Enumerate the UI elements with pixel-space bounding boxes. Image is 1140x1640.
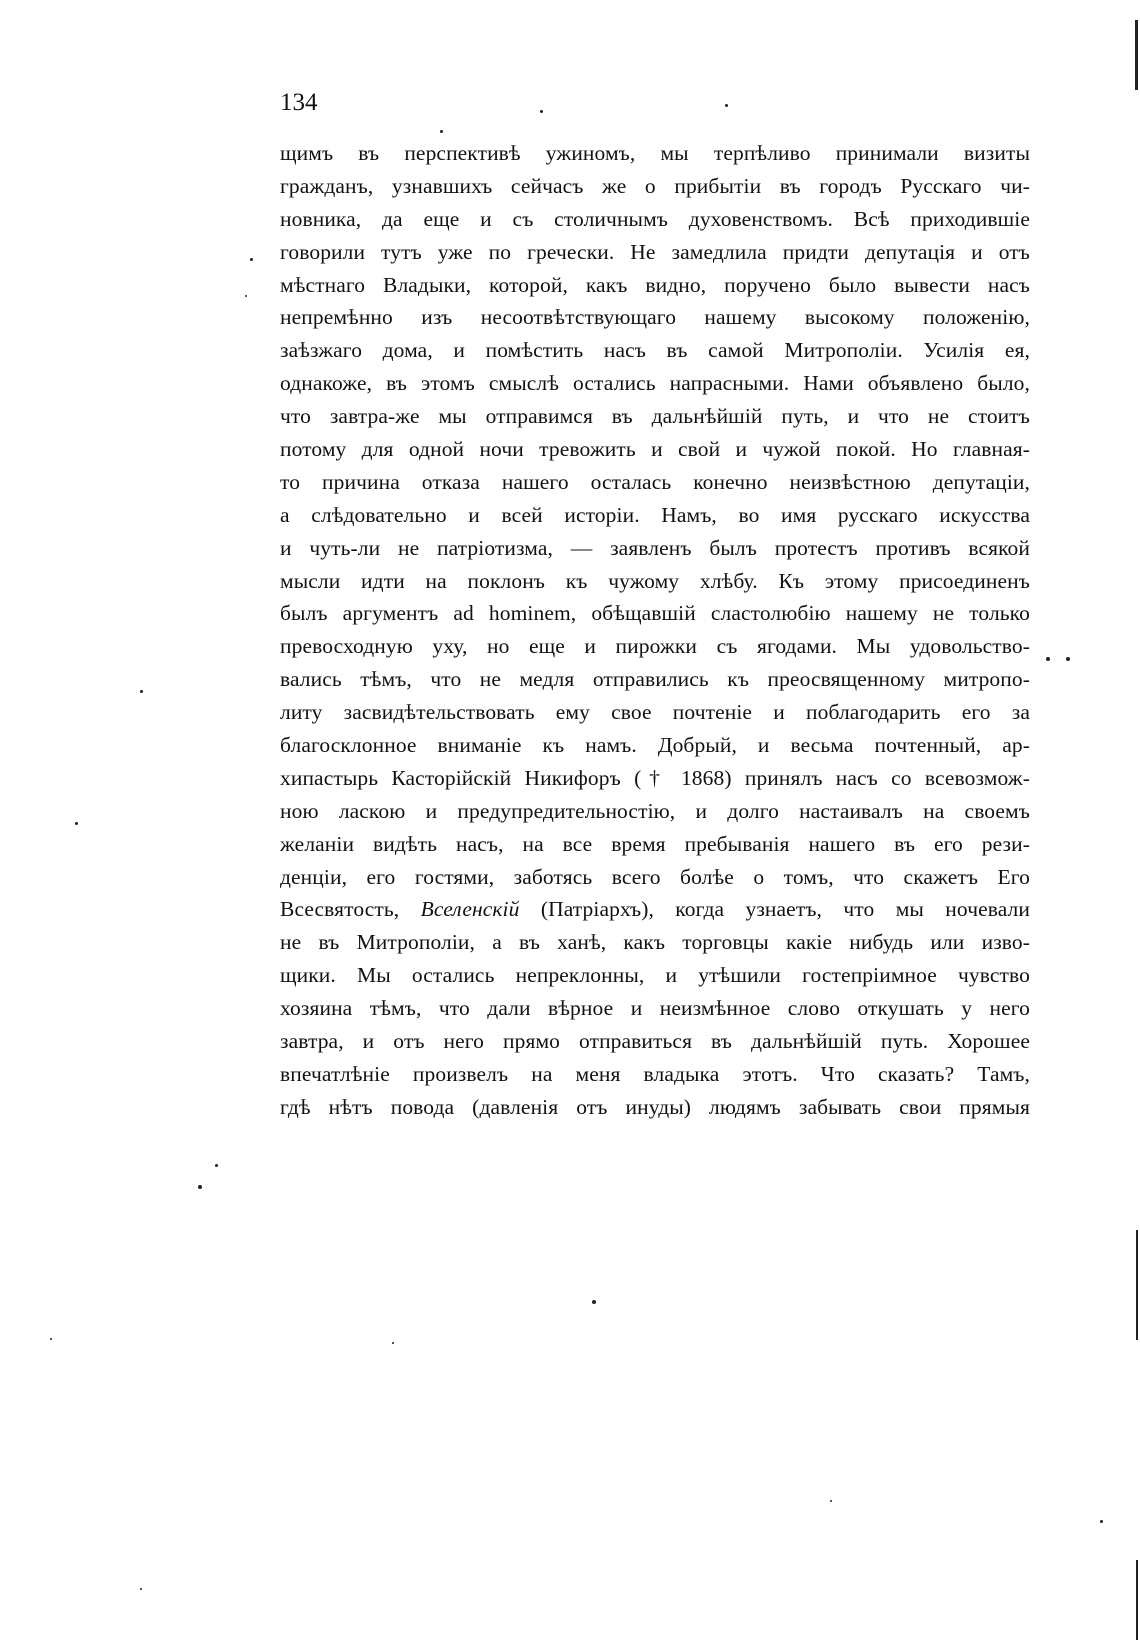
text-line: впечатлѣніе произвелъ на меня владыка этотъ. Что сказать? Тамъ, [280,1061,1030,1086]
text-line: желаніи видѣть насъ, на все время пребыванія нашего въ его рези- [280,831,1030,856]
text-line: хозяина тѣмъ, что дали вѣрное и неизмѣнное слово откушать у него [280,996,1030,1021]
text-line: щимъ въ перспективѣ ужиномъ, мы терпѣливо принимали визиты [280,141,1030,165]
scan-speck [198,1185,202,1189]
text-line: благосклонное вниманіе къ намъ. Добрый, и весьма почтенный, ар- [280,733,1030,758]
text-segment: (Патріархъ), когда узнаетъ, что мы ночевали [540,897,1030,922]
text-line: а слѣдовательно и всей исторіи. Намъ, во имя русскаго искусства [280,502,1030,527]
scan-speck [540,110,543,113]
scan-speck [1066,657,1070,661]
text-line: новника, да еще и съ столичнымъ духовенствомъ. Всѣ приходившіе [280,206,1030,231]
text-line: однакоже, въ этомъ смыслѣ остались напрасными. Нами объявлено было, [280,371,1030,396]
text-line: что завтра-же мы отправимся въ дальнѣйшій путь, и что не стоитъ [280,404,1030,429]
text-line: вались тѣмъ, что не медля отправились къ преосвященному митропо- [280,667,1030,692]
text-line: литу засвидѣтельствовать ему свое почтеніе и поблагодарить его за [280,700,1030,725]
text-line: говорили тутъ уже по гречески. Не замедлила придти депутація и отъ [280,239,1030,264]
text-line: и чуть-ли не патріотизма, — заявленъ былъ протестъ противъ всякой [280,535,1030,560]
binding-edge [1135,20,1138,90]
scan-speck [215,1164,218,1167]
text-line: денціи, его гостями, заботясь всего болѣе о томъ, что скажетъ Его [280,864,1030,889]
binding-edge [1136,1560,1138,1640]
text-line: мысли идти на поклонъ къ чужому хлѣбу. Къ этому присоединенъ [280,568,1030,593]
scan-speck [1046,657,1050,661]
scan-speck [250,258,253,261]
scan-speck [50,1338,52,1340]
scan-speck [245,295,247,297]
text-line: не въ Митрополіи, а въ ханѣ, какъ торговцы какіе нибудь или изво- [280,930,1030,955]
text-line: заѣзжаго дома, и помѣстить насъ въ самой Митрополіи. Усилія ея, [280,338,1030,363]
page-number: 134 [280,89,318,116]
body-text [280,137,1030,1124]
text-line: завтра, и отъ него прямо отправиться въ дальнѣйшій путь. Хорошее [280,1029,1030,1054]
text-line: превосходную уху, но еще и пирожки съ ягодами. Мы удовольство- [280,634,1030,659]
text-line: ною ласкою и предупредительностію, и долго настаивалъ на своемъ [280,798,1030,823]
text-line: непремѣнно изъ несоотвѣтствующаго нашему высокому положенію, [280,305,1030,330]
text-segment: Всесвятость, [280,897,400,922]
scan-speck [830,1500,832,1502]
scan-speck [140,1588,142,1590]
text-line-mixed [280,893,1030,926]
text-line: былъ аргументъ ad hominem, обѣщавшій сластолюбію нашему не только [280,601,1030,626]
italic-word: Вселенскій [420,897,520,922]
text-line: гдѣ нѣтъ повода (давленія отъ инуды) людямъ забывать свои прямыя [280,1094,1030,1119]
scan-speck [1100,1520,1103,1523]
text-line: мѣстнаго Владыки, которой, какъ видно, поручено было вывести насъ [280,272,1030,297]
text-line: то причина отказа нашего осталась конечно неизвѣстною депутаціи, [280,469,1030,494]
scan-speck [392,1342,394,1344]
scan-speck [725,104,728,107]
scan-speck [440,130,443,133]
text-line: щики. Мы остались непреклонны, и утѣшили гостепріимное чувство [280,963,1030,988]
scan-speck [592,1300,596,1304]
text-line: хипастырь Касторійскій Никифоръ († 1868) принялъ насъ со всевозмож- [280,765,1030,790]
scan-speck [75,822,78,825]
scan-speck [140,690,143,693]
text-line: потому для одной ночи тревожить и свой и чужой покой. Но главная- [280,437,1030,462]
text-line: гражданъ, узнавшихъ сейчасъ же о прибытіи въ городъ Русскаго чи- [280,173,1030,198]
binding-edge [1136,1230,1138,1340]
